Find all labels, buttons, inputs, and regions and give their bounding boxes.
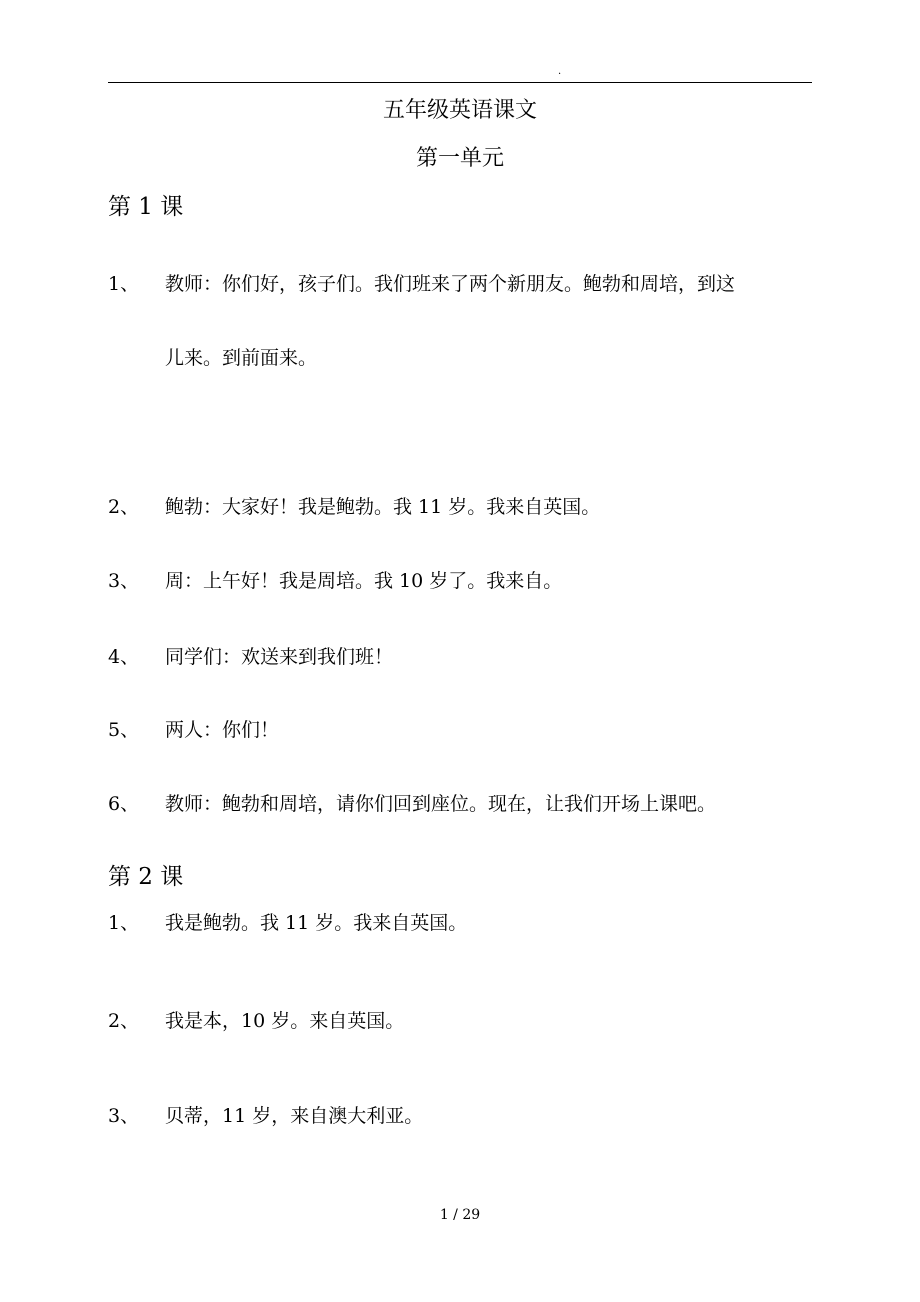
item-number: 4、 <box>108 646 140 668</box>
unit-title: 第一单元 <box>415 146 504 171</box>
item-text: 教师：鲍勃和周培，请你们回到座位。现在，让我们开场上课吧。 <box>165 793 717 815</box>
item-number: 1、 <box>108 912 140 934</box>
item-text: 我是本，10 岁。来自英国。 <box>165 1010 405 1032</box>
item-number: 2、 <box>108 496 140 518</box>
page-number: 1 / 29 <box>439 1207 481 1223</box>
lesson-heading: 第 1 课 <box>108 194 184 220</box>
header-dot: . <box>558 66 562 77</box>
item-text-continuation: 儿来。到前面来。 <box>165 347 318 369</box>
item-text: 我是鲍勃。我 11 岁。我来自英国。 <box>165 912 468 934</box>
item-number: 2、 <box>108 1010 140 1032</box>
list-item <box>108 716 820 744</box>
item-text: 鲍勃：大家好！我是鲍勃。我 11 岁。我来自英国。 <box>165 496 601 518</box>
lesson-heading: 第 2 课 <box>108 864 184 890</box>
item-number: 3、 <box>108 1105 140 1127</box>
list-item <box>108 1102 820 1130</box>
list-item <box>108 567 820 595</box>
document-title: 五年级英语课文 <box>382 98 537 123</box>
item-text: 同学们：欢送来到我们班！ <box>165 646 394 668</box>
item-text: 周：上午好！我是周培。我 10 岁了。我来自。 <box>165 570 563 592</box>
header-rule <box>108 82 812 83</box>
item-text: 贝蒂，11 岁，来自澳大利亚。 <box>165 1105 424 1127</box>
list-item <box>108 493 820 521</box>
item-number: 1、 <box>108 273 140 295</box>
list-item <box>108 643 820 671</box>
list-item <box>108 909 820 937</box>
item-number: 5、 <box>108 719 140 741</box>
list-item <box>108 1007 820 1035</box>
list-item <box>108 270 820 298</box>
item-number: 3、 <box>108 570 140 592</box>
item-text: 教师：你们好，孩子们。我们班来了两个新朋友。鲍勃和周培，到这 <box>165 273 736 295</box>
list-item <box>108 790 820 818</box>
item-text: 两人：你们！ <box>165 719 280 741</box>
item-number: 6、 <box>108 793 140 815</box>
